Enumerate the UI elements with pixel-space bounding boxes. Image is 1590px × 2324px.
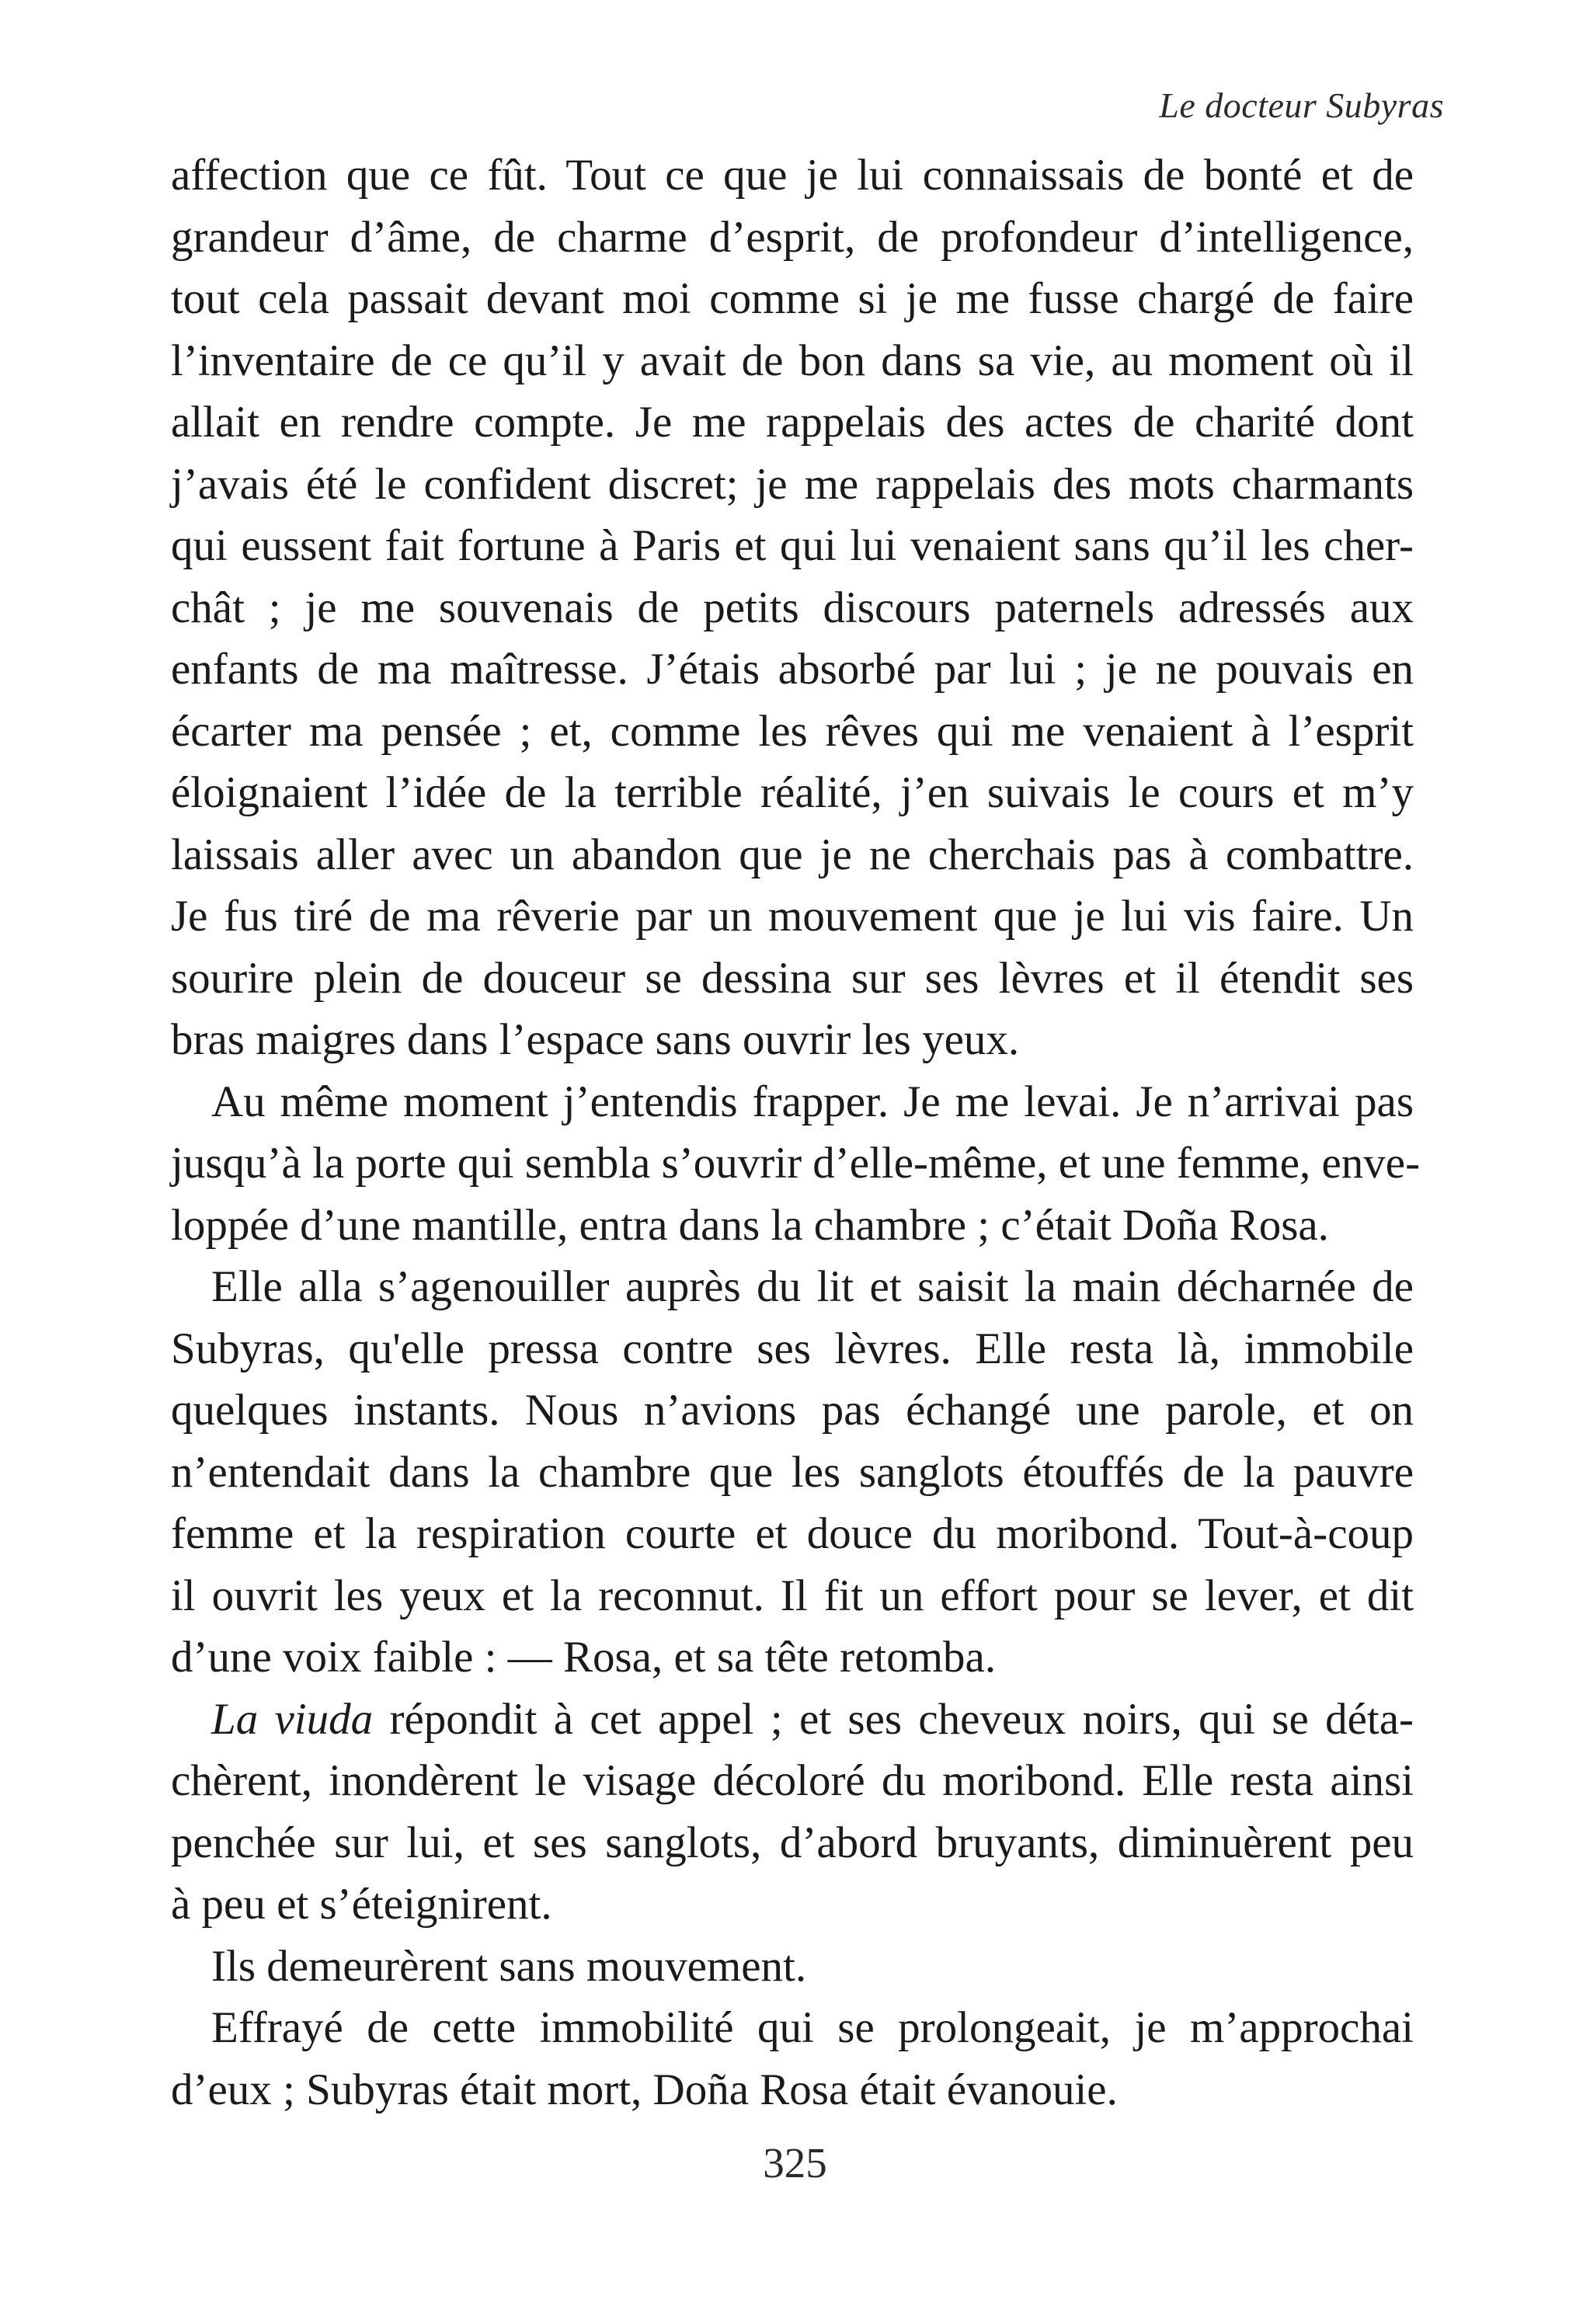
text-line: laissais aller avec un abandon que je ne cherchais pas à combattre.	[171, 830, 1414, 879]
text-line: d’eux ; Subyras était mort, Doña Rosa était évanouie.	[171, 2065, 1118, 2114]
paragraph	[171, 1997, 1414, 2120]
text-line: Effrayé de cette immobilité qui se prolongeait, je m’approchai	[211, 2003, 1414, 2052]
text-line: il ouvrit les yeux et la reconnut. Il fit un effort pour se lever, et dit	[171, 1571, 1414, 1620]
italic-term: La viuda	[211, 1694, 374, 1744]
text-line: affection que ce fût. Tout ce que je lui connaissais de bonté et de	[171, 151, 1414, 200]
text-line: n’entendait dans la chambre que les sanglots étouffés de la pauvre	[171, 1447, 1414, 1497]
text-line: Subyras, qu'elle pressa contre ses lèvres. Elle resta là, immobile	[171, 1324, 1414, 1373]
text-line: grandeur d’âme, de charme d’esprit, de profondeur d’intelligence,	[171, 212, 1414, 262]
text-line: jusqu’à la porte qui sembla s’ouvrir d’elle-même, et une femme, enve-	[171, 1139, 1421, 1188]
text-line: j’avais été le confident discret; je me rappelais des mots charmants	[171, 459, 1414, 509]
text-line: d’une voix faible : — Rosa, et sa tête retomba.	[171, 1633, 997, 1682]
text-line: bras maigres dans l’espace sans ouvrir les yeux.	[171, 1015, 1020, 1064]
text-line: chèrent, inondèrent le visage décoloré du moribond. Elle resta ainsi	[171, 1756, 1414, 1805]
paragraph	[171, 1936, 1414, 1998]
paragraph	[171, 1256, 1414, 1689]
text-line: femme et la respiration courte et douce du moribond. Tout-à-coup	[171, 1509, 1414, 1558]
text-line: éloignaient l’idée de la terrible réalité, j’en suivais le cours et m’y	[171, 768, 1414, 817]
lead-text: répondit à cet appel ; et ses cheveux noirs, qui se déta-	[373, 1694, 1414, 1744]
text-line: penchée sur lui, et ses sanglots, d’abord bruyants, diminuèrent peu	[171, 1818, 1414, 1867]
text-line: l’inventaire de ce qu’il y avait de bon dans sa vie, au moment où il	[171, 336, 1414, 385]
text-line: écarter ma pensée ; et, comme les rêves qui me venaient à l’esprit	[171, 706, 1414, 756]
text-line: allait en rendre compte. Je me rappelais des actes de charité dont	[171, 398, 1414, 447]
text-line: Elle alla s’agenouiller auprès du lit et saisit la main décharnée de	[211, 1262, 1414, 1311]
paragraph	[171, 1689, 1414, 1936]
text-line: qui eussent fait fortune à Paris et qui lui venaient sans qu’il les cher-	[171, 521, 1414, 570]
page-number: 325	[763, 2139, 827, 2187]
text-line: à peu et s’éteignirent.	[171, 1880, 552, 1929]
text-line: tout cela passait devant moi comme si je me fusse chargé de faire	[171, 274, 1414, 323]
text-line: quelques instants. Nous n’avions pas échangé une parole, et on	[171, 1386, 1414, 1435]
text-line: Ils demeurèrent sans mouvement.	[211, 1941, 807, 1991]
text-line: loppée d’une mantille, entra dans la chambre ; c’était Doña Rosa.	[171, 1200, 1329, 1250]
text-line: sourire plein de douceur se dessina sur ses lèvres et il étendit ses	[171, 953, 1414, 1003]
text-line: chât ; je me souvenais de petits discours paternels adressés aux	[171, 583, 1414, 632]
text-line: enfants de ma maîtresse. J’étais absorbé par lui ; je ne pouvais en	[171, 645, 1414, 694]
running-header: Le docteur Subyras	[1159, 85, 1444, 125]
paragraph	[171, 1071, 1421, 1257]
text-line	[171, 1689, 1414, 1751]
paragraph	[171, 144, 1414, 1071]
text-line: Au même moment j’entendis frapper. Je me levai. Je n’arrivai pas	[211, 1077, 1414, 1126]
text-line: Je fus tiré de ma rêverie par un mouvement que je lui vis faire. Un	[171, 892, 1414, 941]
body-text	[171, 144, 1421, 2120]
